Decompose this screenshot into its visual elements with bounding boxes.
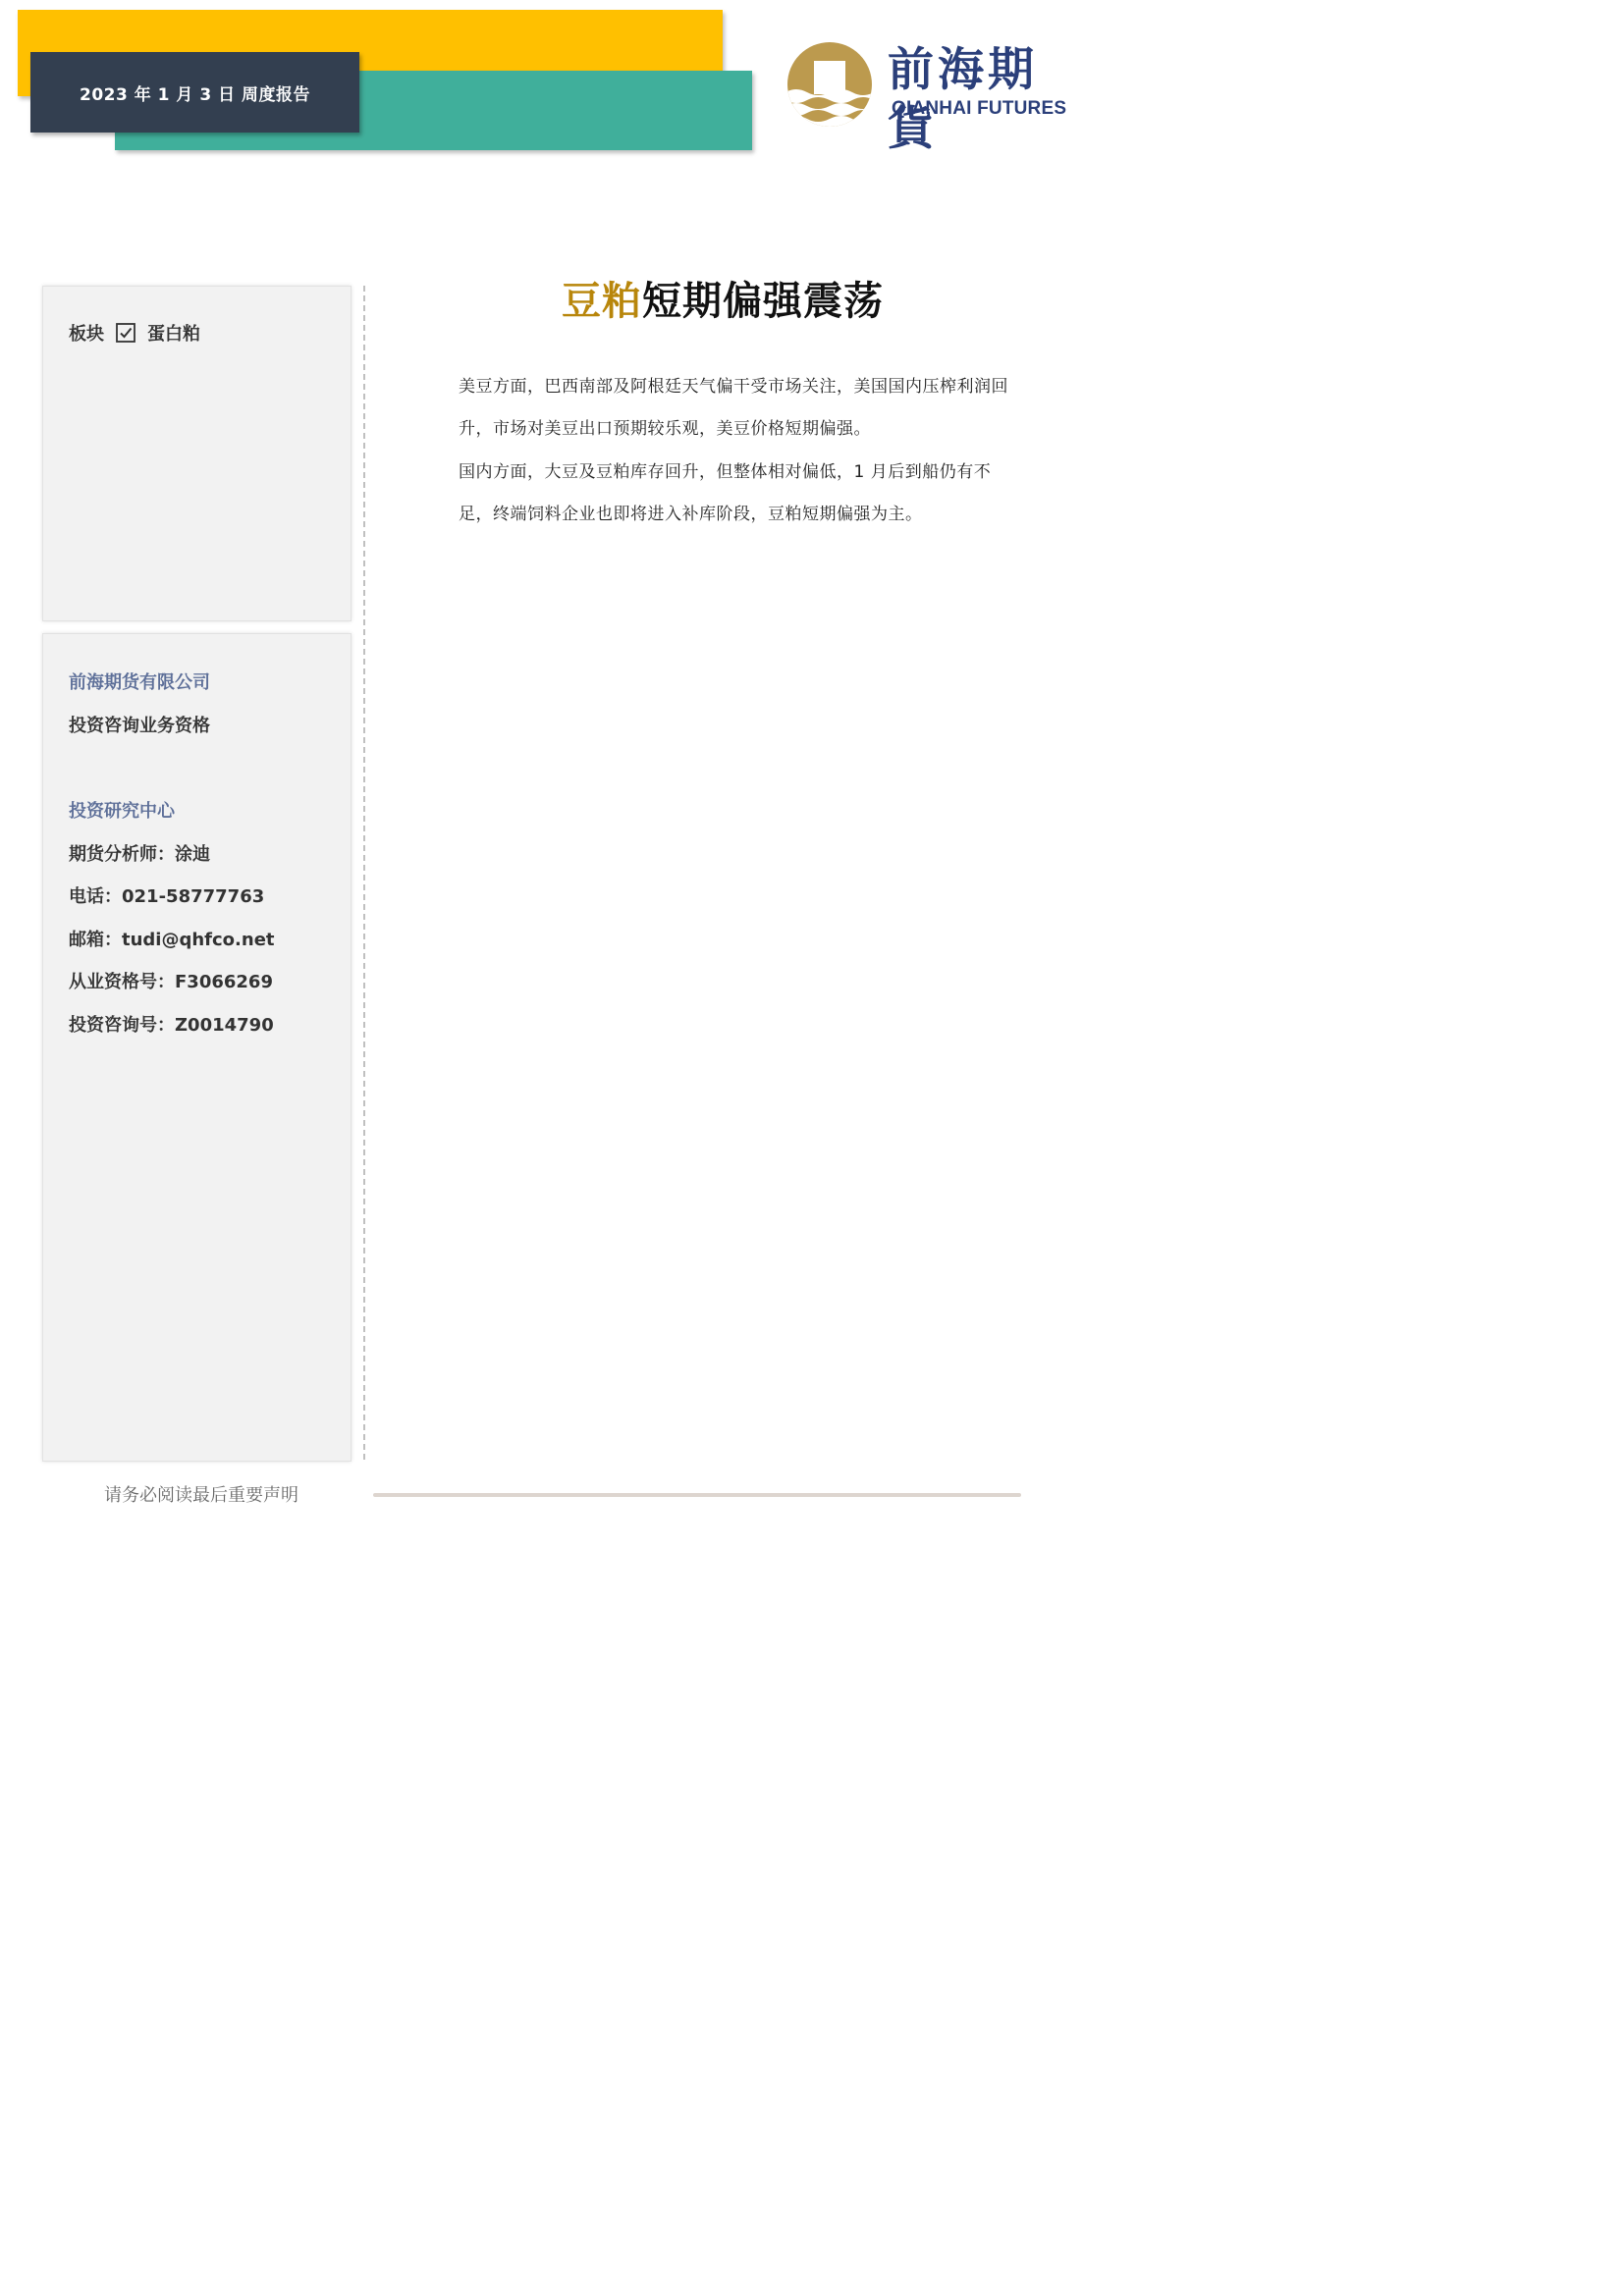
header-date-banner bbox=[30, 52, 359, 133]
logo-text-en: QIANHAI FUTURES bbox=[892, 98, 1067, 119]
paragraph-us-soy: 美豆方面，巴西南部及阿根廷天气偏干受市场关注，美国国内压榨利润回升，市场对美豆出口预期较乐观，美豆价格短期偏强。 bbox=[459, 377, 1008, 439]
column-divider bbox=[363, 286, 365, 1460]
checkbox-checked-icon bbox=[116, 323, 135, 343]
phone-number: 电话：021-58777763 bbox=[69, 886, 265, 907]
logo-text-cn: 前海期貨 bbox=[888, 43, 1038, 156]
license-number: 从业资格号：F3066269 bbox=[69, 972, 273, 992]
consult-number: 投资咨询号：Z0014790 bbox=[69, 1015, 274, 1036]
footer-divider bbox=[373, 1493, 1021, 1497]
analyst-name: 期货分析师：涂迪 bbox=[69, 844, 210, 865]
email-address[interactable]: 邮箱：tudi@qhfco.net bbox=[69, 930, 275, 950]
title-accent: 豆粕 bbox=[562, 279, 642, 324]
company-name: 前海期货有限公司 bbox=[69, 672, 210, 693]
qualification-text: 投资咨询业务资格 bbox=[69, 716, 210, 736]
qianhai-logo-icon bbox=[785, 41, 874, 130]
company-logo bbox=[785, 41, 1070, 156]
sector-value: 蛋白粕 bbox=[147, 324, 200, 345]
paragraph-domestic: 国内方面，大豆及豆粕库存回升，但整体相对偏低，1 月后到船仍有不足，终端饲料企业也即将进入补库阶段，豆粕短期偏强为主。 bbox=[459, 462, 992, 524]
research-center: 投资研究中心 bbox=[69, 801, 175, 822]
report-title bbox=[562, 270, 884, 326]
disclaimer-notice: 请务必阅读最后重要声明 bbox=[104, 1485, 298, 1506]
title-rest: 短期偏强震荡 bbox=[642, 279, 884, 324]
sector-row bbox=[69, 320, 200, 346]
contact-panel bbox=[42, 633, 352, 1462]
report-date-label: 2023 年 1 月 3 日 周度报告 bbox=[80, 84, 310, 105]
sector-label: 板块 bbox=[69, 324, 104, 345]
